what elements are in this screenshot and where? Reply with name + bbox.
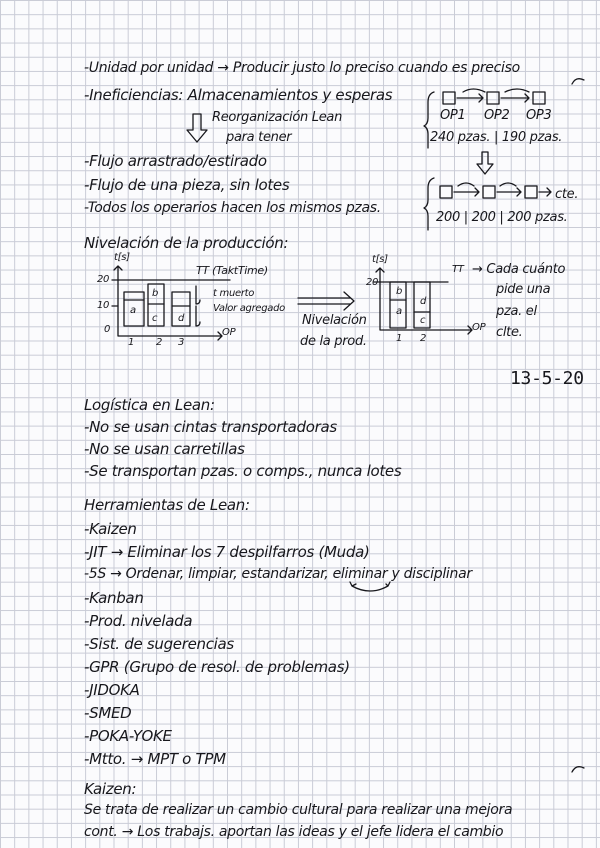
flow-after-arrow-3 (539, 188, 551, 196)
right-tt-label: TT (452, 264, 464, 275)
left-xtick-1: 1 (128, 337, 135, 348)
flow-before-box-2 (487, 92, 499, 104)
flow-before-arrow-1 (457, 94, 483, 102)
line-ineficiencias: -Ineficiencias: Almacenamientos y esperas (84, 86, 393, 104)
valor-brace-icon (196, 306, 200, 326)
tt-takt-label: TT (TaktTime) (196, 264, 268, 277)
nivelacion-arrow-label1: Nivelación (302, 313, 367, 328)
flow-after-box-3 (525, 186, 537, 198)
herr-item-kaizen: -Kaizen (84, 520, 137, 538)
op2-label: OP2 (484, 108, 510, 123)
valor-agregado-label: Valor agregado (213, 303, 285, 314)
left-axis-op: OP (222, 327, 236, 338)
nivelacion-title: Nivelación de la producción: (84, 234, 289, 252)
right-note-2: pide una (496, 282, 551, 297)
herr-item-sugerencias: -Sist. de sugerencias (84, 635, 234, 653)
block-b: b (152, 288, 159, 299)
line-todos-operarios: -Todos los operarios hacen los mismos pzas. (84, 200, 381, 216)
date-label: 13-5-20 (510, 368, 584, 389)
right-block-d: d (420, 296, 427, 307)
right-note-4: clte. (496, 325, 523, 340)
corner-mark-bottom (572, 767, 584, 772)
left-axis-t: t[s] (114, 252, 130, 263)
herr-item-mtto: -Mtto. → MPT o TPM (84, 750, 226, 768)
reorg-line1: Reorganización Lean (212, 110, 343, 125)
right-xtick-2: 2 (420, 333, 427, 344)
reorg-line2: para tener (226, 130, 292, 145)
line-flujo-arrastrado: -Flujo arrastrado/estirado (84, 152, 267, 170)
logistica-title: Logística en Lean: (84, 396, 215, 414)
right-ytick-20: 20 (366, 277, 379, 288)
block-d: d (178, 313, 185, 324)
t-muerto-brace-icon (196, 286, 200, 304)
right-block-b: b (396, 286, 403, 297)
herr-item-prod: -Prod. nivelada (84, 612, 193, 630)
flow-before-arrow-2 (501, 94, 529, 102)
right-xtick-1: 1 (396, 333, 403, 344)
line-flujo-pieza: -Flujo de una pieza, sin lotes (84, 176, 290, 194)
nivelacion-arrow-icon (298, 292, 354, 310)
before-counts: 240 pzas. | 190 pzas. (430, 130, 563, 145)
kaizen-line-1: Se trata de realizar un cambio cultural para realizar una mejora (84, 802, 513, 818)
flow-before-box-1 (443, 92, 455, 104)
right-block-a: a (396, 306, 402, 317)
left-ytick-0: 0 (104, 324, 111, 335)
block-a: a (130, 305, 136, 316)
flow-before-arc-2 (505, 89, 529, 92)
nivelacion-arrow-label2: de la prod. (300, 334, 367, 349)
herr-item-jit: -JIT → Eliminar los 7 despilfarros (Muda) (84, 543, 370, 561)
corner-mark-top (572, 79, 584, 84)
left-xtick-2: 2 (156, 337, 163, 348)
kaizen-title: Kaizen: (84, 780, 137, 798)
herr-item-gpr: -GPR (Grupo de resol. de problemas) (84, 658, 350, 676)
cte-label: cte. (555, 187, 579, 202)
flow-down-arrow-icon (477, 152, 493, 174)
right-note-3: pza. el (496, 304, 537, 319)
herr-item-jidoka: -JIDOKA (84, 681, 140, 699)
left-xtick-3: 3 (178, 337, 185, 348)
herr-item-kanban: -Kanban (84, 589, 144, 607)
herr-item-smed: -SMED (84, 704, 132, 722)
op3-label: OP3 (526, 108, 552, 123)
right-axis-op: OP (472, 322, 486, 333)
logistica-item-3: -Se transportan pzas. o comps., nunca lotes (84, 462, 402, 480)
op1-label: OP1 (440, 108, 466, 123)
left-ytick-20: 20 (97, 274, 110, 285)
flow-after-arrow-2 (497, 188, 521, 196)
right-axis-t: t[s] (372, 254, 388, 265)
kaizen-line-2: cont. → Los trabajs. aportan las ideas y el jefe lidera el cambio (84, 824, 504, 840)
logistica-item-1: -No se usan cintas transportadoras (84, 418, 337, 436)
5s-connector-icon (350, 582, 390, 591)
block-c: c (152, 313, 158, 324)
reorg-down-arrow-icon (187, 114, 207, 142)
herr-item-poka: -POKA-YOKE (84, 727, 172, 745)
flow-after-arcs (458, 183, 516, 186)
flow-after-arrow-1 (454, 188, 479, 196)
line-unidad: -Unidad por unidad → Producir justo lo preciso cuando es preciso (84, 60, 520, 76)
after-counts: 200 | 200 | 200 pzas. (436, 210, 568, 225)
flow-before-box-3 (533, 92, 545, 104)
left-ytick-10: 10 (97, 300, 110, 311)
left-chart-axes (114, 266, 222, 340)
flow-after-box-2 (483, 186, 495, 198)
flow-after-box-1 (440, 186, 452, 198)
right-block-c: c (420, 315, 426, 326)
herr-item-5s: -5S → Ordenar, limpiar, estandarizar, eliminar y disciplinar (84, 566, 472, 582)
flow-before-arc-1 (463, 89, 485, 92)
right-note-1: → Cada cuánto (472, 262, 566, 277)
brace-bottom-icon (424, 178, 434, 230)
herramientas-title: Herramientas de Lean: (84, 496, 250, 514)
t-muerto-label: t muerto (213, 288, 255, 299)
logistica-item-2: -No se usan carretillas (84, 440, 245, 458)
